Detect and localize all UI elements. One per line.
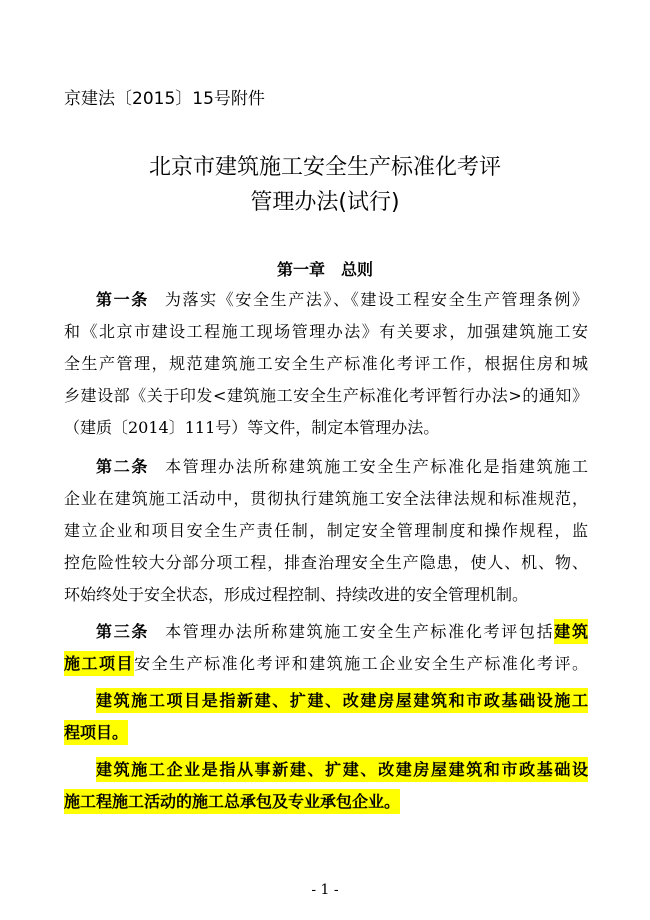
article-3-paragraph-2-text-1: 建筑施工项目是指新建、扩建、改建房屋建筑和市政基础设施工 <box>96 688 588 713</box>
document-reference: 京建法〔2015〕15号附件 <box>64 89 265 109</box>
article-1-line-3: 全生产管理，规范建筑施工安全生产标准化考评工作，根据住房和城 <box>64 354 588 373</box>
article-1-line-1 <box>96 285 588 315</box>
article-1-line-4: 乡建设部《关于印发<建筑施工安全生产标准化考评暂行办法>的通知》 <box>64 386 588 405</box>
article-3-paragraph-3-line-2 <box>64 787 588 817</box>
document-title-line-2: 管理办法(试行) <box>250 190 400 215</box>
article-3-highlight-2: 施工项目 <box>64 651 134 676</box>
chapter-heading: 第一章 总则 <box>276 260 373 279</box>
article-2-line-1 <box>96 452 588 482</box>
article-2-label: 第二条 <box>96 457 150 476</box>
article-2-text-1: 本管理办法所称建筑施工安全生产标准化是指建筑施工 <box>165 457 588 476</box>
article-1-label: 第一条 <box>96 290 149 309</box>
article-2-line-5: 环始终处于安全状态，形成过程控制、持续改进的安全管理机制。 <box>64 585 529 604</box>
article-1-line-2: 和《北京市建设工程施工现场管理办法》有关要求，加强建筑施工安 <box>64 322 588 341</box>
article-3-text-2: 安全生产标准化考评和建筑施工企业安全生产标准化考评。 <box>134 654 588 673</box>
document-title-line-1: 北京市建筑施工安全生产标准化考评 <box>148 155 501 180</box>
article-3-line-1 <box>96 617 588 647</box>
article-3-paragraph-3-text-1: 建筑施工企业是指从事新建、扩建、改建房屋建筑和市政基础设 <box>96 757 588 782</box>
article-3-paragraph-2-text-2: 程项目。 <box>64 720 128 745</box>
article-3-paragraph-2-line-2 <box>64 718 588 748</box>
article-2-line-2: 企业在建筑施工活动中，贯彻执行建筑施工安全法律法规和标准规范， <box>64 489 588 508</box>
article-1-line-5: （建质〔2014〕111号）等文件，制定本管理办法。 <box>64 418 440 437</box>
article-3-label: 第三条 <box>96 622 150 641</box>
article-3-paragraph-3-text-2: 施工程施工活动的施工总承包及专业承包企业。 <box>64 789 400 814</box>
article-3-line-2 <box>64 649 588 679</box>
article-3-paragraph-3-line-1 <box>96 755 588 785</box>
article-2-line-4: 控危险性较大分部分项工程，排查治理安全生产隐患，使人、机、物、 <box>64 553 588 572</box>
page-number: - 1 - <box>311 882 339 898</box>
article-2-line-3: 建立企业和项目安全生产责任制，制定安全管理制度和操作规程，监 <box>64 521 588 540</box>
article-1-text-1: 为落实《安全生产法》、《建设工程安全生产管理条例》 <box>164 290 588 309</box>
article-3-highlight-1: 建筑 <box>554 619 588 644</box>
article-3-paragraph-2-line-1 <box>96 686 588 716</box>
article-3-text-1: 本管理办法所称建筑施工安全生产标准化考评包括 <box>165 622 555 641</box>
